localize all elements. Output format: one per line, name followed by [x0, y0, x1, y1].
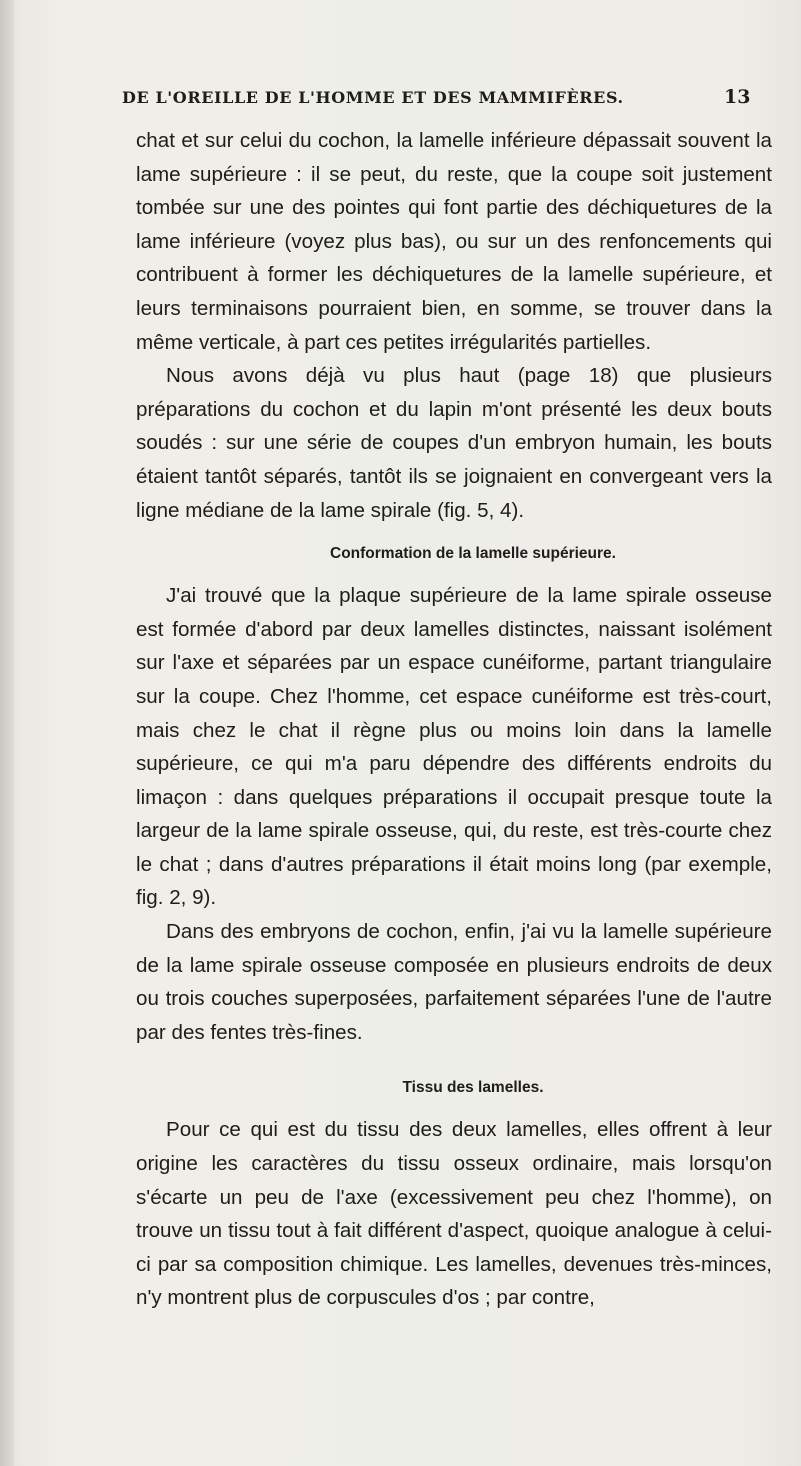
section-heading-tissu: Tissu des lamelles. — [402, 1079, 544, 1097]
page-body — [136, 124, 772, 1315]
paragraph-1: chat et sur celui du cochon, la lamelle inférieure dépassait souvent la lame supérieure : il se peut, du reste, que la coupe soit justement tombée sur une des pointes qui font partie des déchiquetures de la lame inférieure (voyez plus bas), ou sur un des renfoncements qui contribuent à former les déchiquetures de la lamelle supérieure, et leurs terminaisons pourraient bien, en somme, se trouver dans la même verticale, à part ces petites irrégularités partielles. — [136, 129, 772, 354]
paragraph-5: Pour ce qui est du tissu des deux lamelles, elles offrent à leur origine les caractères du tissu osseux ordinaire, mais lorsqu'on s'écarte un peu de l'axe (excessivement peu chez l'homme), on trouve un tissu tout à fait différent d'aspect, quoique analogue à celui-ci par sa composition chimique. Les lamelles, devenues très-minces, n'y montrent plus de corpuscules d'os ; par contre, — [136, 1118, 772, 1310]
page-number: 13 — [724, 86, 751, 108]
page-binding-edge — [0, 0, 14, 1466]
running-header: DE L'OREILLE DE L'HOMME ET DES MAMMIFÈRES. — [122, 88, 624, 107]
section-heading-conformation: Conformation de la lamelle supérieure. — [330, 545, 616, 563]
paragraph-4: Dans des embryons de cochon, enfin, j'ai vu la lamelle supérieure de la lame spirale osseuse composée en plusieurs endroits de deux ou trois couches superposées, parfaitement séparées l'une de l'autre par des fentes très-fines. — [136, 920, 772, 1044]
paragraph-2: Nous avons déjà vu plus haut (page 18) que plusieurs préparations du cochon et du lapin m'ont présenté les deux bouts soudés : sur une série de coupes d'un embryon humain, les bouts étaient tantôt séparés, tantôt ils se joignaient en convergeant vers la ligne médiane de la lame spirale (fig. 5, 4). — [136, 364, 772, 522]
paragraph-3: J'ai trouvé que la plaque supérieure de la lame spirale osseuse est formée d'abord par deux lamelles distinctes, naissant isolément sur l'axe et séparées par un espace cunéiforme, partant triangulaire sur la coupe. Chez l'homme, cet espace cunéiforme est très-court, mais chez le chat il règne plus ou moins loin dans la lamelle supérieure, ce qui m'a paru dépendre des différents endroits du limaçon : dans quelques préparations il occupait presque toute la largeur de la lame spirale osseuse, qui, du reste, est très-courte chez le chat ; dans d'autres préparations il était moins long (par exemple, fig. 2, 9). — [136, 584, 772, 910]
